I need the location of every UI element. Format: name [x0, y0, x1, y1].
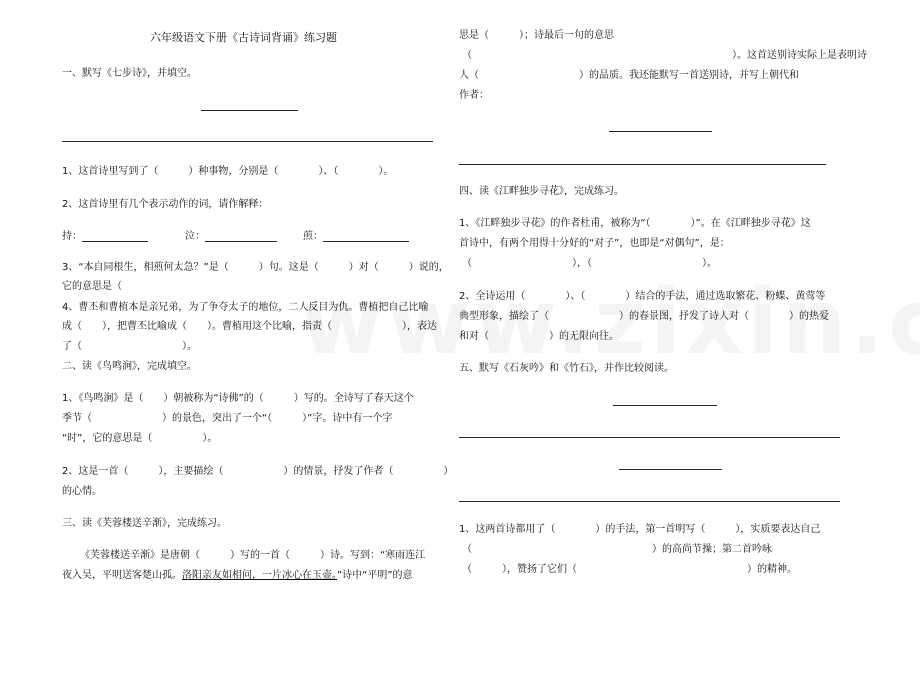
poem-b-answer-line — [459, 501, 840, 502]
section-3-heading: 三、读《芙蓉楼送辛渐》，完成练习。 — [62, 518, 227, 529]
farewell-poem-answer-line — [459, 164, 826, 165]
word-chi-blank — [82, 231, 148, 242]
word-qi-row — [185, 231, 277, 242]
word-jian-row — [303, 231, 409, 242]
question-2-1-line-2: 季节（ ）的景色，突出了一个“（ ）”字。诗中有一个字 — [62, 413, 393, 424]
question-3-line-1: 《芙蓉楼送辛渐》是唐朝（ ）写的一首（ ）诗。写到：“寒雨连江 — [80, 550, 426, 561]
question-4-2-line-2: 典型形象，描绘了（ ）的春景图，抒发了诗人对（ ）的热爱 — [459, 311, 829, 322]
right-line-3: 人（ ）的品质。我还能默写一首送别诗，并写上朝代和 — [459, 70, 799, 81]
word-qi-blank — [205, 231, 277, 242]
question-2-2-line-1: 2、这是一首（ ），主要描绘（ ）的情景，抒发了作者（ ） — [62, 466, 454, 477]
poem-quote-start: 夜入吴，平明送客楚山孤。 — [62, 570, 182, 581]
question-5-1-line-3: （ ），赞扬了它们（ ）的精神。 — [462, 564, 797, 575]
section-4-heading: 四、读《江畔独步寻花》，完成练习。 — [459, 186, 624, 197]
question-5-1-line-2: （ ）的高尚节操；第二首吟咏 — [462, 544, 772, 555]
right-line-4: 作者： — [459, 90, 489, 101]
poem-a-title-line — [613, 405, 717, 406]
right-line-2: （ ）。这首送别诗实际上是表明诗 — [462, 50, 867, 61]
question-1-4-line-1: 4、曹丕和曹植本是亲兄弟，为了争夺太子的地位，二人反目为仇。曹植把自己比喻 — [62, 302, 429, 313]
question-1-3-line-1: 3、“本自同根生，相煎何太急？”是（ ）句。这是（ ）对（ ）说的， — [62, 262, 449, 273]
poem-b-title-line — [619, 469, 722, 470]
word-chi-label: 持： — [62, 231, 82, 242]
question-2-2-line-2: 的心情。 — [62, 486, 102, 497]
poem-quote-end: ”诗中“平明”的意 — [337, 570, 413, 581]
section-5-heading: 五、默写《石灰吟》和《竹石》，并作比较阅读。 — [459, 363, 674, 374]
question-4-2-line-1: 2、全诗运用（ ）、（ ）结合的手法，通过选取繁花、粉蝶、黄莺等 — [459, 291, 826, 302]
question-4-1-line-3: （ ），（ ）。 — [462, 258, 717, 269]
question-4-1-line-1: 1、《江畔独步寻花》的作者杜甫，被称为“（ ）”。在《江畔独步寻花》这 — [459, 218, 811, 229]
question-1-4-line-3: 了（ ）。 — [62, 341, 197, 352]
question-3-line-2 — [62, 570, 413, 581]
question-4-2-line-3: 和对（ ）的无限向往。 — [459, 331, 619, 342]
poem-underlined-lines: 洛阳亲友如相问，一片冰心在玉壶。 — [182, 570, 337, 581]
section-1-heading: 一、默写《七步诗》，并填空。 — [62, 68, 197, 79]
farewell-poem-title-line — [609, 131, 712, 132]
question-1-4-line-2: 成（ ），把曹丕比喻成（ ）。曹植用这个比喻，指责（ ），表达 — [62, 321, 437, 332]
poem-title-blank-line — [201, 110, 298, 111]
poem-a-answer-line — [459, 437, 840, 438]
question-4-1-line-2: 首诗中，有两个用得十分好的“对子”，也即是“对偶句”，是： — [459, 238, 730, 249]
word-jian-blank — [323, 231, 409, 242]
question-2-1-line-1: 1、《鸟鸣涧》是（ ）朝被称为“诗佛”的（ ）写的。全诗写了春天这个 — [62, 393, 414, 404]
section-2-heading: 二、读《鸟鸣涧》，完成填空。 — [62, 361, 197, 372]
poem-answer-line — [62, 141, 433, 142]
word-chi-row — [62, 231, 148, 242]
page-title: 六年级语文下册《古诗词背诵》练习题 — [150, 31, 337, 44]
right-line-1: 思是（ ）；诗最后一句的意思 — [459, 30, 614, 41]
question-1-1: 1、这首诗里写到了（ ）种事物，分别是（ ）、（ ）。 — [62, 166, 394, 177]
word-qi-label: 泣： — [185, 231, 205, 242]
question-1-2: 2、这首诗里有几个表示动作的词，请作解释： — [62, 199, 269, 210]
word-jian-label: 煎： — [303, 231, 323, 242]
question-5-1-line-1: 1、这两首诗都用了（ ）的手法，第一首明写（ ），实质要表达自己 — [459, 524, 821, 535]
question-1-3-line-2: 它的意思是（ — [62, 281, 122, 292]
question-2-1-line-3: “时”，它的意思是（ ）。 — [62, 433, 218, 444]
